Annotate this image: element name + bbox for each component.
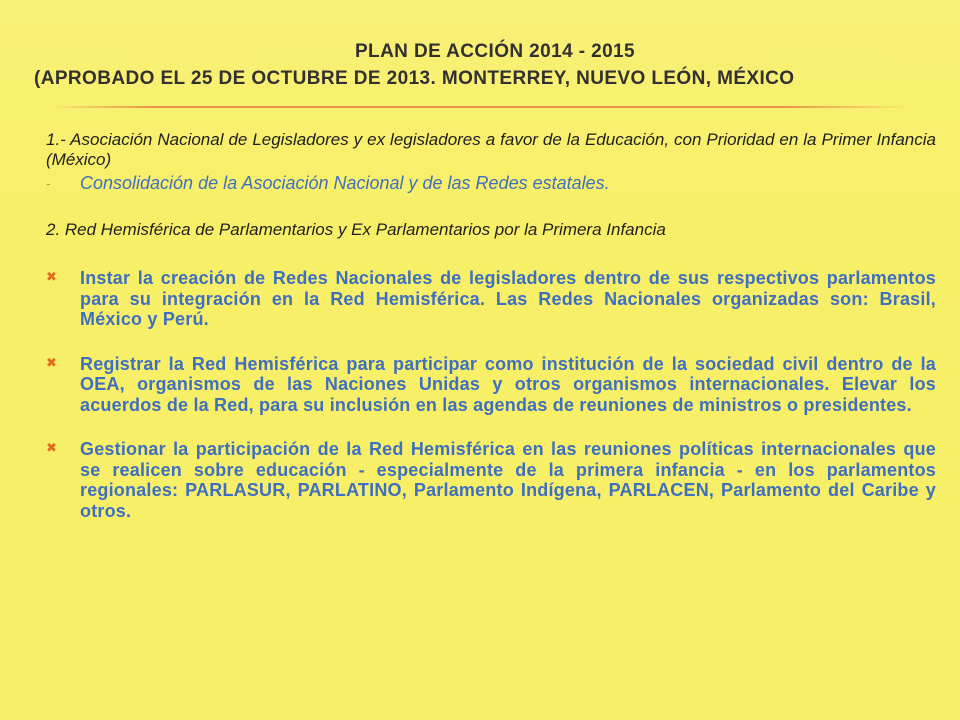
section-1-heading: 1.- Asociación Nacional de Legisladores y ex legisladores a favor de la Educación, con Prioridad en la Primer Infancia (México) — [46, 130, 936, 169]
title-line-2: (APROBADO EL 25 DE OCTUBRE DE 2013. MONTERREY, NUEVO LEÓN, MÉXICO — [34, 68, 795, 89]
slide-title — [0, 40, 960, 89]
x-bullet-icon: ✖ — [46, 440, 58, 455]
section-1-item-text: Consolidación de la Asociación Nacional y de las Redes estatales. — [80, 173, 610, 193]
list-item-text: Registrar la Red Hemisférica para participar como institución de la sociedad civil dentro de la OEA, organismos de las Naciones Unidas y otros organismos internacionales. Elevar los acuerdos de la Red, para su inclusión en las agendas de reuniones de ministros o presidentes. — [80, 353, 936, 415]
section-2-bullet-list — [46, 268, 936, 521]
list-item — [46, 439, 936, 521]
section-2-heading: 2. Red Hemisférica de Parlamentarios y Ex Parlamentarios por la Primera Infancia — [46, 220, 666, 239]
list-item — [46, 268, 936, 330]
title-line-1: PLAN DE ACCIÓN 2014 - 2015 — [354, 41, 635, 62]
list-item-text: Gestionar la participación de la Red Hemisférica en las reuniones políticas internacionales que se realicen sobre educación - especialmente de la primera infancia - en los parlamentos regionales: PARLASUR, PARLATINO, Parlamento Indígena, PARLACEN, Parlamento del Caribe y otros. — [80, 439, 936, 521]
x-bullet-icon: ✖ — [46, 269, 58, 284]
list-item-text: Instar la creación de Redes Nacionales de legisladores dentro de sus respectivos parlamentos para su integración en la Red Hemisférica. Las Redes Nacionales organizadas son: Brasil, México y Perú. — [80, 268, 936, 329]
dash-bullet-icon: - — [46, 175, 51, 191]
section-1-item — [46, 172, 936, 194]
x-bullet-icon: ✖ — [46, 354, 58, 370]
list-item — [46, 354, 936, 416]
title-divider — [50, 106, 910, 108]
slide-content — [46, 130, 936, 521]
